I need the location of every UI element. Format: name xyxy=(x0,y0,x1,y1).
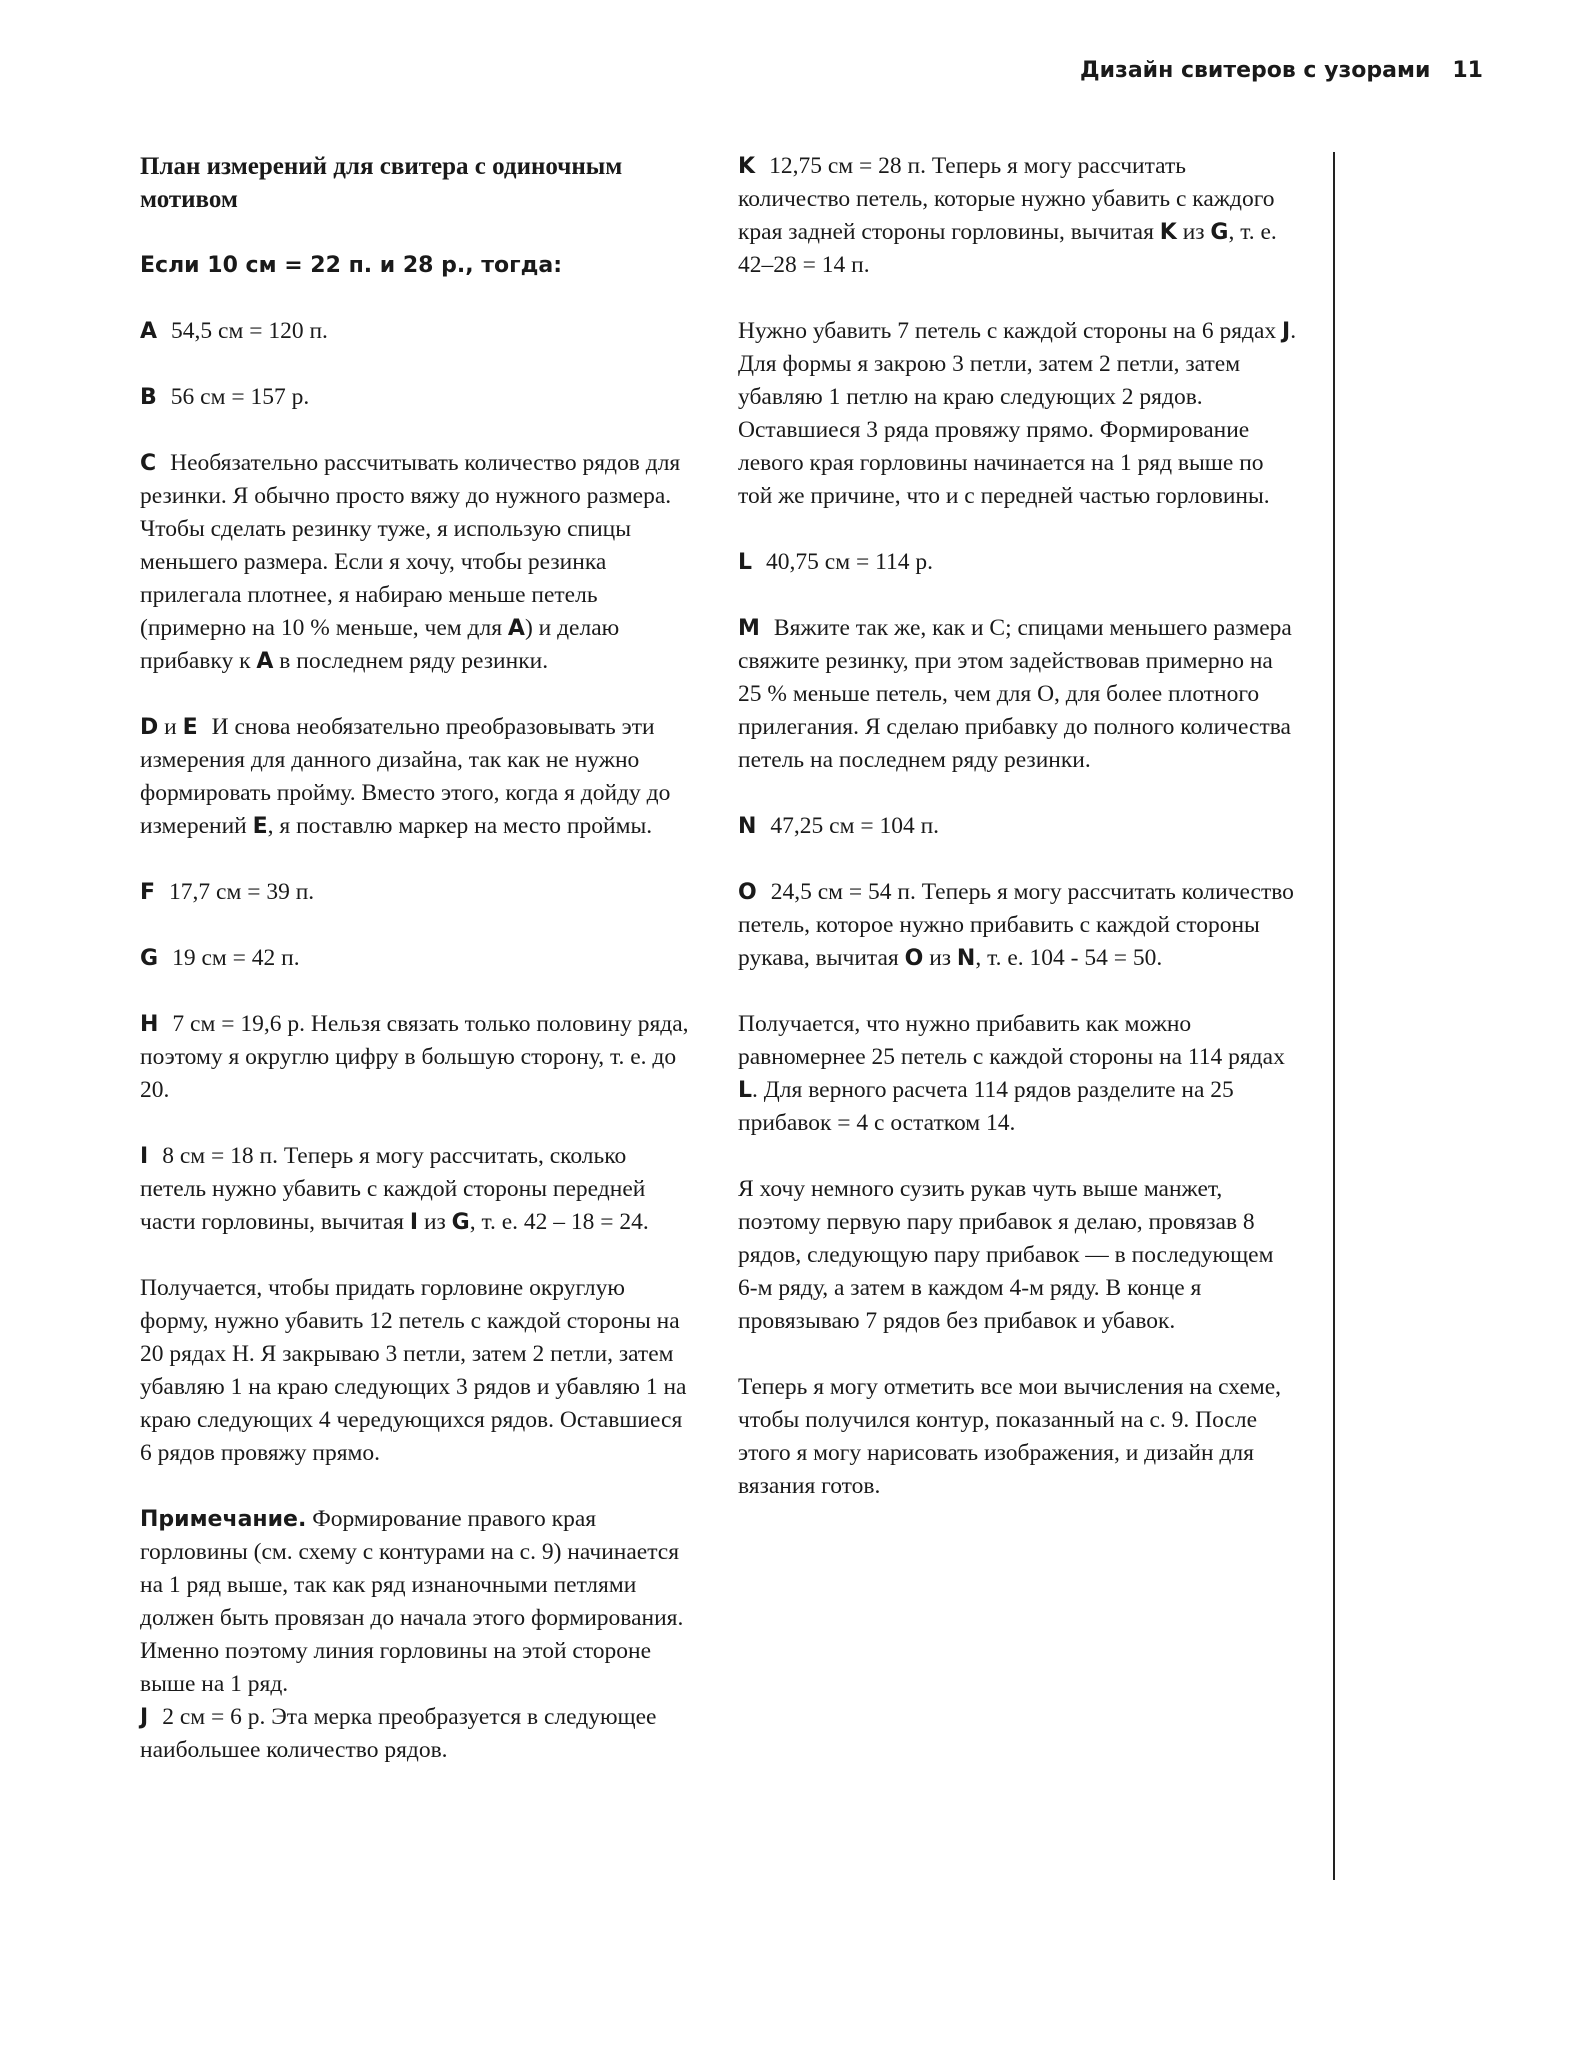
measure-text: И снова необязательно преобразовывать эти измерения для данного дизайна, так как не нужно формировать пройму. Вместо этого, когда я дойду до измерений xyxy=(140,714,671,839)
measure-text: 17,7 см = 39 п. xyxy=(169,879,315,905)
measure-ref: G xyxy=(1210,220,1229,245)
measure-i xyxy=(140,1140,695,1239)
measure-ref: I xyxy=(409,1210,419,1235)
measure-key: O xyxy=(738,880,757,905)
measure-key: M xyxy=(738,616,760,641)
page-number: 11 xyxy=(1452,58,1483,83)
measure-text: Вяжите так же, как и С; спицами меньшего размера свяжите резинку, при этом задействовав примерно на 25 % меньше петель, чем для О, для более плотного прилегания. Я сделаю прибавку до полного количества петель на последнем ряду резинки. xyxy=(738,615,1292,773)
paragraph-text: Нужно убавить 7 петель с каждой стороны на 6 рядах xyxy=(738,318,1283,344)
measure-key: F xyxy=(140,880,156,905)
paragraph-text: Получается, что нужно прибавить как можно равномернее 25 петель с каждой стороны на 114 рядах xyxy=(738,1011,1285,1070)
measure-text: 56 см = 157 р. xyxy=(170,384,310,410)
measure-text: , т. е. 104 - 54 = 50. xyxy=(975,945,1163,971)
measure-text: 8 см = 18 п. Теперь я могу рассчитать, сколько петель нужно убавить с каждой стороны передней части горловины, вычитая xyxy=(140,1143,646,1235)
measure-key: L xyxy=(738,550,753,575)
measure-text: 47,25 см = 104 п. xyxy=(770,813,940,839)
measure-m xyxy=(738,612,1298,777)
measure-g xyxy=(140,942,695,975)
measure-text: 40,75 см = 114 р. xyxy=(766,549,933,575)
neck-paragraph: Получается, чтобы придать горловине округлую форму, нужно убавить 12 петель с каждой стороны на 20 рядах H. Я закрываю 3 петли, затем 2 петли, затем убавляю 1 на краю следующих 3 рядов и убавляю 1 на краю следующих 4 чередующихся рядов. Оставшиеся 6 рядов провяжу прямо. xyxy=(140,1275,687,1466)
note-label: Примечание. xyxy=(140,1507,307,1532)
column-rule xyxy=(1333,152,1335,1880)
measure-h xyxy=(140,1008,695,1107)
measure-text: 7 см = 19,6 р. Нельзя связать только половину ряда, поэтому я округлю цифру в большую сторону, т. е. до 20. xyxy=(140,1011,689,1103)
sleeve-paragraph: Я хочу немного сузить рукав чуть выше манжет, поэтому первую пару прибавок я делаю, провязав 8 рядов, следующую пару прибавок — в последующем 6-м ряду, а затем в каждом 4-м ряду. В конце я провязываю 7 рядов без прибавок и убавок. xyxy=(738,1176,1274,1334)
measure-text: 19 см = 42 п. xyxy=(172,945,300,971)
right-column xyxy=(738,150,1298,1536)
running-head-title: Дизайн свитеров с узорами xyxy=(1080,58,1431,83)
measure-de xyxy=(140,711,695,843)
measure-ref: G xyxy=(451,1210,470,1235)
measure-key: J xyxy=(140,1705,149,1730)
measure-ref: A xyxy=(507,616,525,641)
measure-key: K xyxy=(738,154,756,179)
section-heading: План измерений для свитера с одиночным мотивом xyxy=(140,153,623,213)
measure-key: D xyxy=(140,715,159,740)
measure-l xyxy=(738,546,1298,579)
measure-text: 12,75 см = 28 п. Теперь я могу рассчитать количество петель, которые нужно убавить с каждого края задней стороны горловины, вычитая xyxy=(738,153,1275,245)
measure-k xyxy=(738,150,1298,282)
measure-text: 24,5 см = 54 п. Теперь я могу рассчитать количество петель, которое нужно прибавить с каждой стороны рукава, вычитая xyxy=(738,879,1294,971)
measure-ref: N xyxy=(956,946,976,971)
measure-text: в последнем ряду резинки. xyxy=(273,648,549,674)
measure-ref: L xyxy=(738,1078,753,1103)
paragraph-text: . Для формы я закрою 3 петли, затем 2 петли, затем убавляю 1 петлю на краю следующих 2 рядов. Оставшиеся 3 ряда провяжу прямо. Формирование левого края горловины начинается на 1 ряд выше по той же причине, что и с передней частью горловины. xyxy=(738,318,1297,509)
paragraph-text: . Для верного расчета 114 рядов разделите на 25 прибавок = 4 с остатком 14. xyxy=(738,1077,1234,1136)
increase-paragraph xyxy=(738,1008,1298,1140)
measure-text: из xyxy=(923,945,957,971)
measure-text: из xyxy=(1176,219,1211,245)
measure-ref: J xyxy=(1282,319,1291,344)
measure-text: и xyxy=(164,714,177,740)
measure-j xyxy=(140,1701,695,1767)
measure-key: H xyxy=(140,1012,159,1037)
running-head xyxy=(1080,58,1483,83)
measure-key: I xyxy=(140,1144,149,1169)
measure-text: Необязательно рассчитывать количество рядов для резинки. Я обычно просто вяжу до нужного размера. Чтобы сделать резинку туже, я использую спицы меньшего размера. Если я хочу, чтобы резинка прилегала плотнее, я набираю меньше петель (примерно на 10 % меньше, чем для xyxy=(140,450,681,641)
measure-ref: K xyxy=(1159,220,1177,245)
measure-c xyxy=(140,447,695,678)
measure-a xyxy=(140,315,695,348)
measure-ref: A xyxy=(256,649,274,674)
measure-text: из xyxy=(418,1209,452,1235)
measure-text: , т. е. 42–28 = 14 п. xyxy=(738,219,1277,278)
left-column xyxy=(140,150,695,1800)
back-neck-paragraph xyxy=(738,315,1298,513)
measure-key: A xyxy=(140,319,158,344)
note-paragraph xyxy=(140,1503,695,1701)
gauge-subheading: Если 10 см = 22 п. и 28 р., тогда: xyxy=(140,253,563,278)
measure-text: 2 см = 6 р. Эта мерка преобразуется в следующее наибольшее количество рядов. xyxy=(140,1704,657,1763)
measure-text: 54,5 см = 120 п. xyxy=(171,318,328,344)
measure-key: E xyxy=(182,715,198,740)
measure-key: C xyxy=(140,451,157,476)
measure-f xyxy=(140,876,695,909)
measure-b xyxy=(140,381,695,414)
measure-o xyxy=(738,876,1298,975)
measure-ref: O xyxy=(904,946,924,971)
measure-n xyxy=(738,810,1298,843)
measure-key: B xyxy=(140,385,157,410)
measure-key: N xyxy=(738,814,757,839)
measure-text: ) и делаю прибавку к xyxy=(140,615,620,674)
measure-ref: E xyxy=(252,814,268,839)
final-paragraph: Теперь я могу отметить все мои вычисления на схеме, чтобы получился контур, показанный на с. 9. После этого я могу нарисовать изображения, и дизайн для вязания готов. xyxy=(738,1374,1282,1499)
measure-text: , я поставлю маркер на место проймы. xyxy=(267,813,653,839)
note-text: Формирование правого края горловины (см. схему с контурами на с. 9) начинается на 1 ряд выше, так как ряд изнаночными петлями должен быть провязан до начала этого формирования. Именно поэтому линия горловины на этой стороне выше на 1 ряд. xyxy=(140,1506,684,1697)
measure-text: , т. е. 42 – 18 = 24. xyxy=(469,1209,649,1235)
measure-key: G xyxy=(140,946,159,971)
